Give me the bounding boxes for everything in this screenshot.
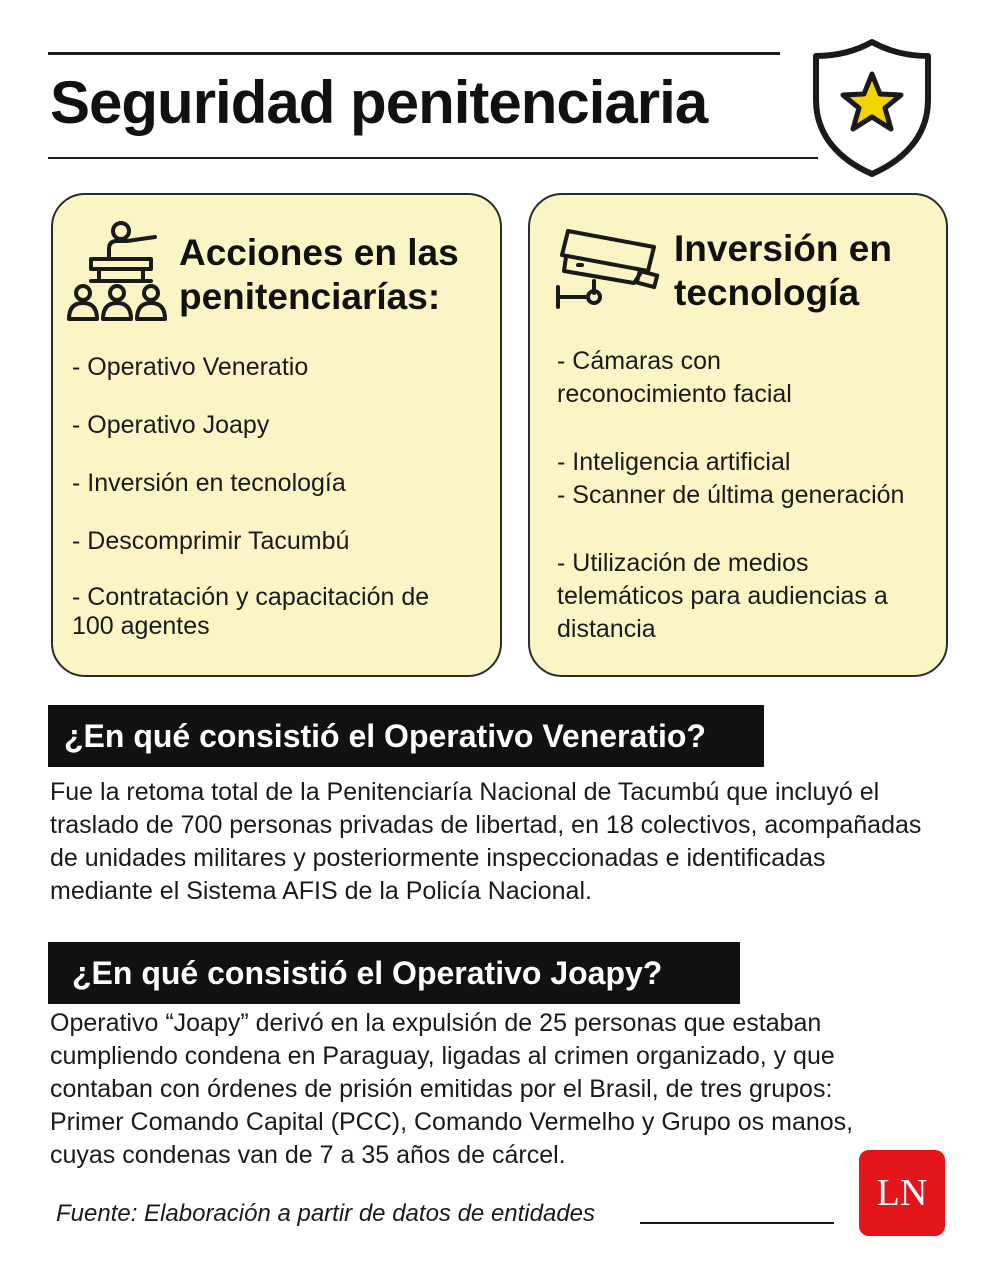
technology-panel [528,193,948,677]
source-rule [640,1222,834,1224]
list-item: - Utilización de medios telemáticos para audiencias a distancia [557,549,888,643]
top-rule [48,52,780,55]
page-title: Seguridad penitenciaria [50,69,708,136]
security-camera-icon [554,225,662,309]
shield-star-icon [810,38,934,178]
veneratio-description: Fue la retoma total de la Penitenciaría Nacional de Tacumbú que incluyó el traslado de 700 personas privadas de libertad, en 18 colectivos, acompañadas de unidades militares y posteriormente inspeccionadas e identificadas mediante el Sistema AFIS de la Policía Nacional. [50,778,922,905]
veneratio-heading: ¿En qué consistió el Operativo Veneratio? [48,705,764,767]
list-item: - Contratación y capacitación de 100 agentes [72,583,430,640]
actions-title [179,231,459,319]
technology-title-text: Inversión en tecnología [674,228,892,313]
list-item: - Descomprimir Tacumbú [72,527,350,555]
list-item: - Inteligencia artificial - Scanner de última generación [557,448,905,509]
list-item: - Cámaras con reconocimiento facial [557,347,792,408]
list-item: - Inversión en tecnología [72,469,346,497]
classroom-icon [63,219,171,323]
list-item: - Operativo Veneratio [72,353,309,381]
actions-list [72,351,492,641]
title-underline [48,157,818,159]
source-note: Fuente: Elaboración a partir de datos de entidades [56,1200,596,1227]
actions-panel [51,193,502,677]
actions-title-text: Acciones en las penitenciarías: [179,232,459,317]
joapy-heading: ¿En qué consistió el Operativo Joapy? [48,942,740,1004]
technology-title [674,227,892,315]
joapy-description: Operativo “Joapy” derivó en la expulsión de 25 personas que estaban cumpliendo condena en Paraguay, ligadas al crimen organizado, y que contaban con órdenes de prisión emitidas por el Brasil, de tres grupos: Primer Comando Capital (PCC), Comando Vermelho y Grupo os manos, cuyas condenas van de 7 a 35 años de cárcel. [50,1009,854,1169]
list-item: - Operativo Joapy [72,411,270,439]
technology-list [557,345,947,646]
ln-logo: LN [859,1150,945,1236]
